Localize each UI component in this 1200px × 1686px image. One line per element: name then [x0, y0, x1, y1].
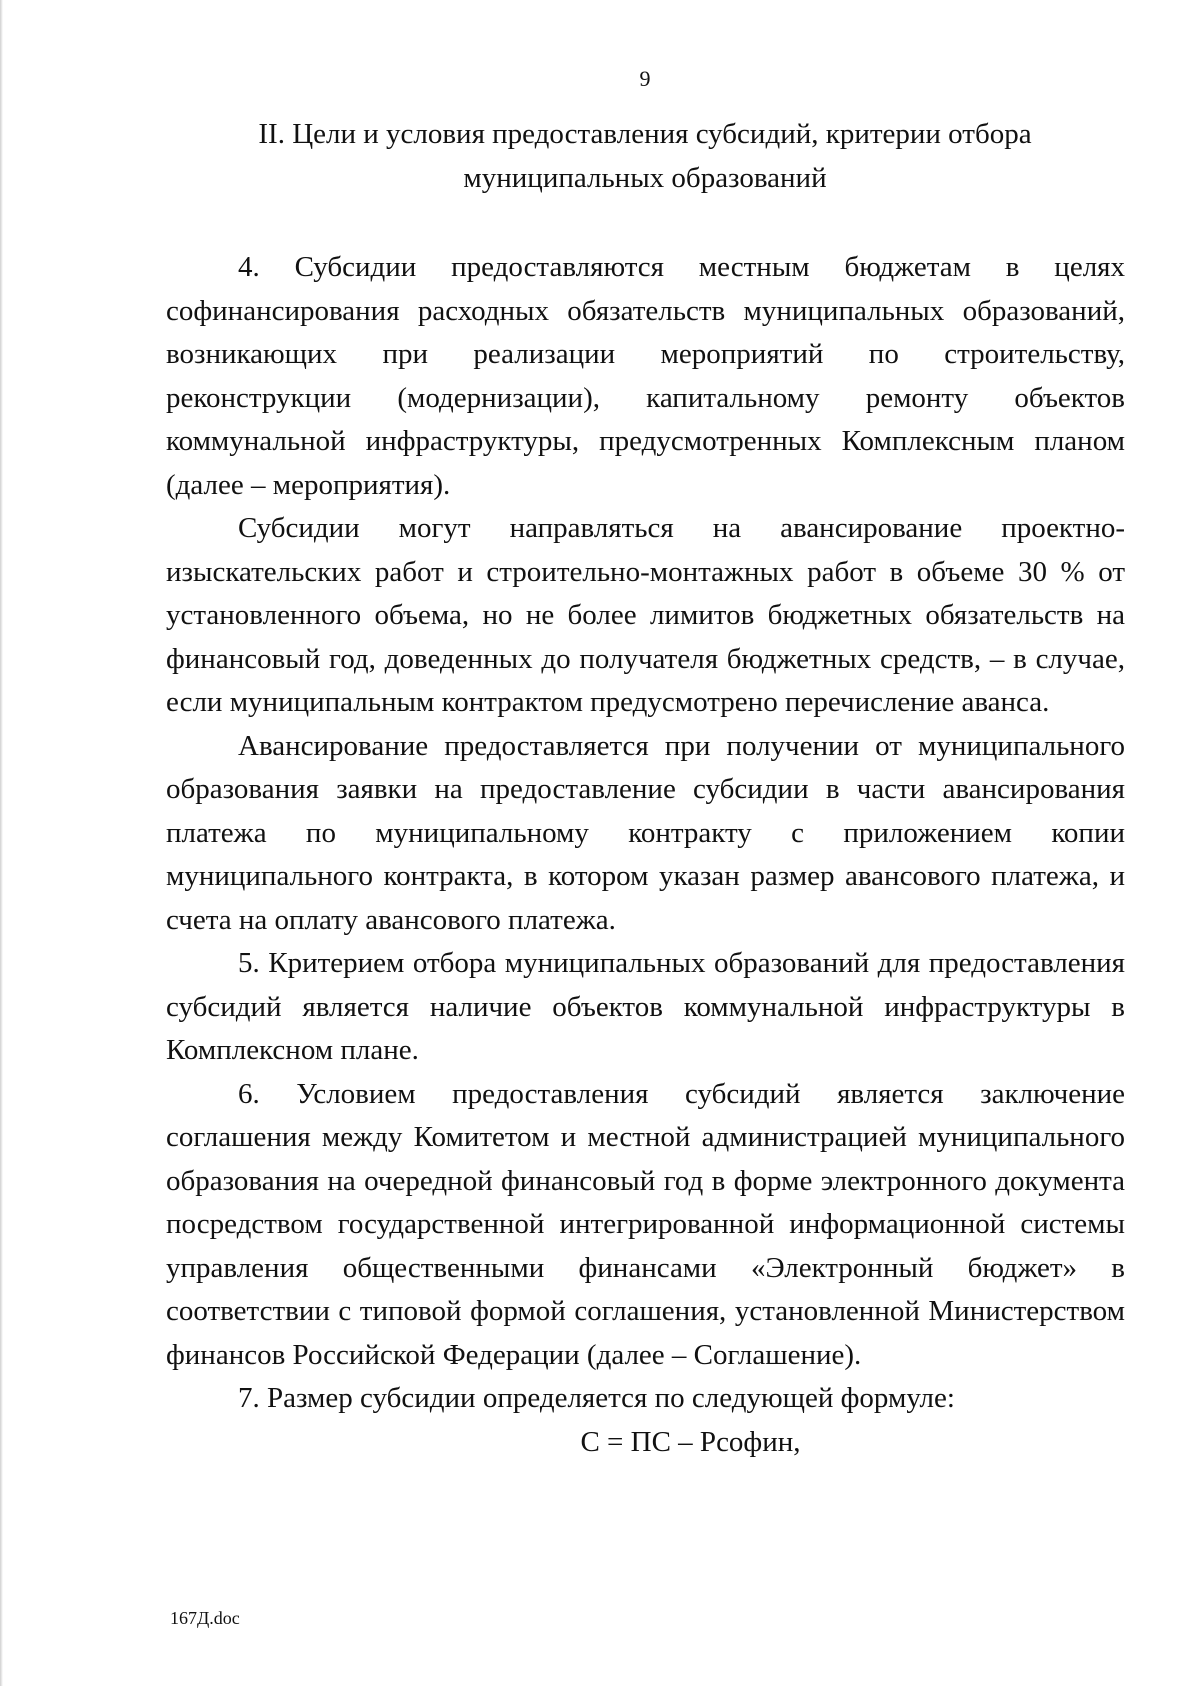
paragraph-5: 5. Критерием отбора муниципальных образований для предоставления субсидий является наличие объектов коммунальной инфраструктуры в Комплексном плане. [166, 947, 1125, 1066]
paragraph-6: 6. Условием предоставления субсидий является заключение соглашения между Комитетом и местной администрацией муниципального образования на очередной финансовый год в форме электронного документа посредством государственной интегрированной информационной системы управления общественными финансами «Электронный бюджет» в соответствии с типовой формой соглашения, установленной Министерством финансов Российской Федерации (далее – Соглашение). [166, 1077, 1125, 1371]
paragraph-4: 4. Субсидии предоставляются местным бюджетам в целях софинансирования расходных обязательств муниципальных образований, возникающих при реализации мероприятий по строительству, реконструкции (модернизации), капитальному ремонту объектов коммунальной инфраструктуры, предусмотренных Комплексным планом (далее – мероприятия). [166, 251, 1125, 501]
paragraph-7: 7. Размер субсидии определяется по следующей формуле: [238, 1382, 955, 1414]
file-name-footer: 167Д.doc [170, 1608, 240, 1628]
page-number: 9 [639, 66, 651, 91]
section-heading-line-1: II. Цели и условия предоставления субсидий, критерии отбора [258, 118, 1032, 150]
document-body [166, 246, 1125, 1464]
paragraph-advance-payment: Субсидии могут направляться на авансирование проектно-изыскательских работ и строительно-монтажных работ в объеме 30 % от установленного объема, но не более лимитов бюджетных обязательств на финансовый год, доведенных до получателя бюджетных средств, – в случае, если муниципальным контрактом предусмотрено перечисление аванса. [166, 512, 1125, 718]
section-heading [240, 112, 1050, 200]
paragraph-advance-request: Авансирование предоставляется при получении от муниципального образования заявки на предоставление субсидии в части авансирования платежа по муниципальному контракту с приложением копии муниципального контракта, в котором указан размер авансового платежа, и счета на оплату авансового платежа. [166, 729, 1125, 936]
section-heading-line-2: муниципальных образований [463, 162, 827, 194]
subsidy-formula: С = ПС – Рсофин, [580, 1425, 801, 1458]
scan-edge [0, 0, 3, 1686]
